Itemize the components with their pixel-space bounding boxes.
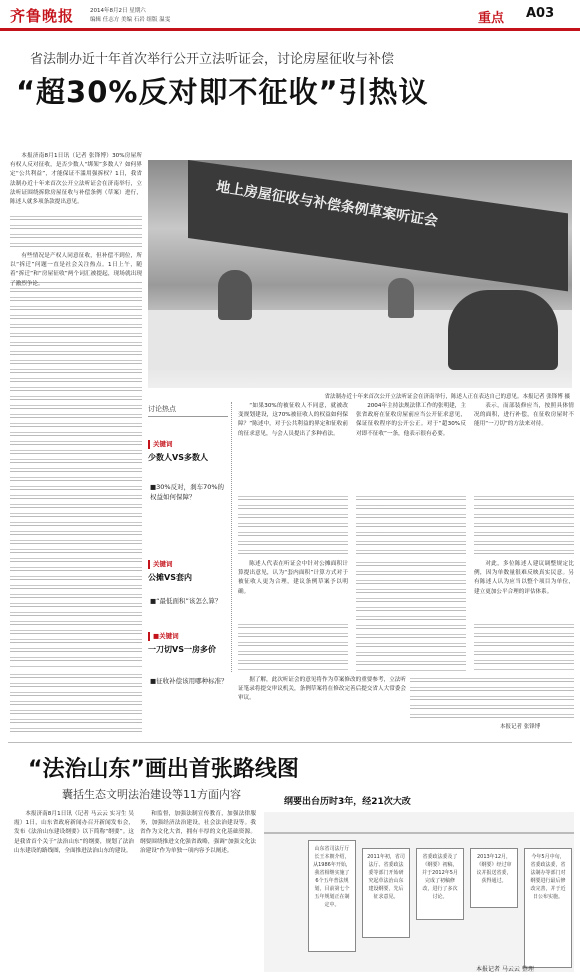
news-photo (148, 160, 572, 388)
timeline-step: 省委政法委及了《纲要》初稿，并于2012年5月完成了初稿修改，进行了多次讨论。 (416, 848, 464, 920)
editors-line: 编辑 任志方 美编 石岩 组版 温雯 (90, 17, 171, 23)
keyword-question: ■征收补偿该用哪种标准？ (150, 677, 228, 685)
timeline-title: 纲要出台历时3年，经21次大改 (284, 797, 411, 807)
article1-kicker: 省法制办近十年首次举行公开立法听证会，讨论房屋征收与补偿 (30, 52, 395, 67)
logo: 齐鲁晚报 (10, 7, 75, 25)
article2-subhead: 囊括生态文明法治建设等11方面内容 (62, 788, 241, 801)
article1-body-row3-a: 据了解，此次听证会的意见将作为草案修改的重要参考，立法听证笔录将提交审议机关，条例草案将在修改完善后提交省人大常委会审议。 (238, 677, 406, 702)
timeline-panel (264, 797, 574, 972)
masthead (0, 0, 580, 36)
keyword-label: ■关键词 (148, 632, 179, 641)
timeline-axis (264, 832, 574, 834)
article1-body-row2-c: 对此，多位陈述人建议调整规定比例，因为单数量很难反映真实民意。另有陈述人认为应当以整个项目为单位，建立更加公平合理的评估体系。 (474, 561, 574, 595)
keyword-topic: 公摊VS套内 (148, 573, 192, 582)
article2-byline: 本报记者 马云云 整理 (476, 966, 534, 973)
section-divider (8, 742, 572, 743)
discussion-sidebar (144, 402, 232, 672)
keyword-label: 关键词 (148, 560, 173, 569)
photo-person (218, 270, 252, 320)
photo-person (448, 290, 558, 370)
article1-body-col4: 表示，而部装修应当，按照具体情况的面积，进行补偿，在征收房屋时不能用“一刀切”的方法来对待。 (474, 403, 574, 428)
article1-headline: “超30%反对即不征收”引热议 (16, 75, 429, 109)
date-line: 2014年8月2日 星期六 (90, 8, 146, 14)
article2-col1: 本报济南8月1日讯（记者 马云云 实习生 吴霞）1日，山东省政府新闻办召开新闻发布会，发布《法治山东建设纲要》以下简称“纲要”。这是我省首个关于“法治山东”的纲要，规划了法治山东建设的路线图，全面推进法治山东的建设。 (14, 811, 134, 854)
sidebar-rule (148, 416, 228, 417)
article1-lead: 本报济南8月1日讯（记者 张锋博）30%房屋所有权人反对征收，是否少数人“绑架”多数人？如何界定“公共利益”，才能保证不滥用强拆权？1日，我省法制办近十年来首次公开立法听证会在济南举行，立法听证围绕拆除房屋征收与补偿条例（草案）进行，陈述人就多项条款提出意见。 (10, 153, 142, 206)
keyword-topic: 少数人VS多数人 (148, 453, 208, 462)
article1-col1-end (10, 672, 142, 736)
article1-body-row2-b (356, 560, 466, 672)
article1-body-row2-c-cont (474, 622, 574, 672)
photo-person (388, 278, 414, 318)
page-number: A03 (526, 6, 555, 21)
section-label: 重点 (478, 11, 505, 26)
article1-body-col3: 2004年主持法规法律工作的张明建，主张省政府在征收房屋前应当公开征求意见，保证征收程序的公开公正。对于“超30%反对即不征收”一条，他表示很有必要。 (356, 403, 466, 437)
photo-banner-text: 地上房屋征收与补偿条例草案听证会 (215, 178, 439, 230)
timeline-step: 2011年初，省司法厅、省委政法委等部门开始研究起草法治山东建设纲要，先后征求意见。 (362, 848, 410, 938)
article1-body-col2-cont (238, 494, 348, 554)
discussion-label: 讨论热点 (148, 405, 176, 413)
article1-body-row2-a: 陈述人代表在听证会中针对公摊面积计算提出意见，认为“套内面积”计算方式对于被征收人更为合理，建议条例草案予以明确。 (238, 561, 348, 595)
timeline-step: 2013年12月，《纲要》经过审议并报送省委，获得通过。 (470, 848, 518, 908)
keyword-question: ■30%反对，刹车70%的权益如何保障？ (150, 483, 225, 501)
keyword-question: ■“最低面积”该怎么算？ (150, 597, 222, 605)
article1-col1-more: 有些情况是产权人同意征收，但补偿不到位，所以“拆迁”问题一直是社会关注热点。1日上午，随着“拆迁”和“房屋征收”两个词汇被提起，现场就出现了激烈争论。 (10, 253, 142, 287)
article1-body-col3-cont (356, 494, 466, 554)
timeline-step: 今年5月中旬，省委政法委，省法制办等部门对纲要进行最后修改完善，并于近日公布实施。 (524, 848, 572, 968)
article1-body-col2: “如果30%的被征收人不同意，就被改变规划建设，这70%被征收人的权益如何保障？”陈述中，对于公共利益的界定和征收前的征求意见，与会人员提出了多种看法。 (238, 403, 348, 437)
article1-body-row2-a-cont (238, 622, 348, 672)
header-rule (0, 28, 580, 31)
photo-caption: 省法制办近十年来首次公开立法听证会在济南举行，陈述人正在表达自己的意见。本报记者 张锋博 摄 (324, 394, 570, 400)
article2-col2: 和监督，加强法制宣传教育，加强法律服务，加强经济法治建设，社会法治建设等。我省作为文化大省，拥有丰厚的文化基础资源。纲要围绕推进文化强省战略，强调“加强文化法治建设”作为单独一项内容予以阐述。 (140, 811, 256, 854)
article1-body-col4-cont (474, 494, 574, 554)
article2-headline: “法治山东”画出首张路线图 (28, 757, 299, 782)
keyword-label: 关键词 (148, 440, 173, 449)
article1-byline: 本报记者 张锋博 (500, 724, 541, 730)
keyword-topic: 一刀切VS一房多价 (148, 645, 216, 654)
timeline-step: 山东省司法厅厅长王本朝介绍，从1986年开始，我省相继实施了6个五年普法规划，目前第七个五年规划正在制定中。 (308, 840, 356, 952)
article1-body-row3-b (410, 676, 574, 720)
